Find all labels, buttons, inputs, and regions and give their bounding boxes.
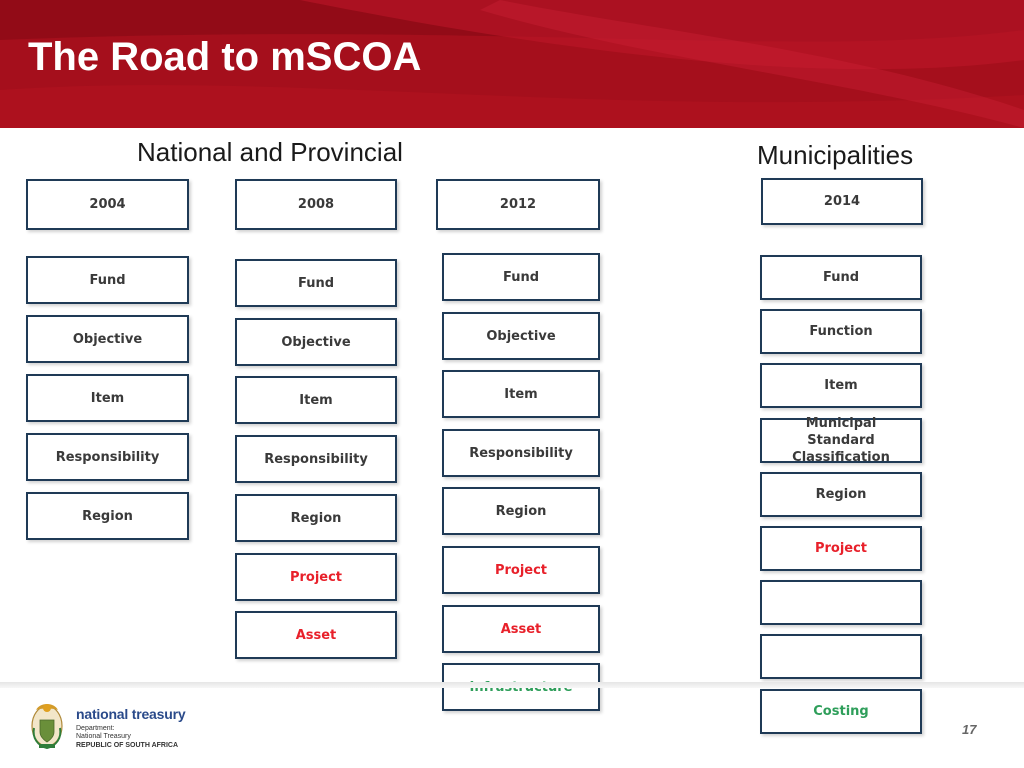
segment-box-2014-municipal-standard-classification: Municipal Standard Classification <box>760 418 922 463</box>
group-label-national: National and Provincial <box>137 137 403 167</box>
title-banner <box>0 0 1024 128</box>
segment-box-2014-region: Region <box>760 472 922 517</box>
segment-box-2004-region: Region <box>26 492 189 540</box>
segment-box-2004-objective: Objective <box>26 315 189 363</box>
page-title: The Road to mSCOA <box>28 35 422 79</box>
segment-box-2012-item: Item <box>442 370 600 418</box>
segment-box-2014-costing: Costing <box>760 689 922 734</box>
segment-box-2012-project: Project <box>442 546 600 594</box>
logo-treasury: National Treasury <box>76 733 131 740</box>
segment-box-2008-objective: Objective <box>235 318 397 366</box>
logo-name: national treasury <box>76 706 186 722</box>
logo-republic: REPUBLIC OF SOUTH AFRICA <box>76 742 179 749</box>
segment-box-2014-project: Project <box>760 526 922 571</box>
year-box-2014: 2014 <box>761 178 923 225</box>
segment-box-2008-item: Item <box>235 376 397 424</box>
segment-box-2008-responsibility: Responsibility <box>235 435 397 483</box>
segment-box-2012-fund: Fund <box>442 253 600 301</box>
segment-box-2014-empty <box>760 634 922 679</box>
logo-text <box>76 706 185 750</box>
segment-box-2012-region: Region <box>442 487 600 535</box>
year-box-2004: 2004 <box>26 179 189 230</box>
segment-box-2004-item: Item <box>26 374 189 422</box>
segment-box-2014-fund: Fund <box>760 255 922 300</box>
segment-box-2008-asset: Asset <box>235 611 397 659</box>
segment-box-2014-item: Item <box>760 363 922 408</box>
segment-box-2008-fund: Fund <box>235 259 397 307</box>
segment-box-2014-empty <box>760 580 922 625</box>
footer-divider <box>0 682 1024 688</box>
segment-box-2012-responsibility: Responsibility <box>442 429 600 477</box>
year-box-2012: 2012 <box>436 179 600 230</box>
page-number: 17 <box>962 722 977 737</box>
segment-box-2012-asset: Asset <box>442 605 600 653</box>
segment-box-2008-project: Project <box>235 553 397 601</box>
year-box-2008: 2008 <box>235 179 397 230</box>
group-label-municipal: Municipalities <box>757 140 914 170</box>
logo-department: Department: <box>76 725 115 732</box>
segment-box-2014-function: Function <box>760 309 922 354</box>
segment-box-2008-region: Region <box>235 494 397 542</box>
segment-box-2004-fund: Fund <box>26 256 189 304</box>
segment-box-2012-objective: Objective <box>442 312 600 360</box>
segment-box-2004-responsibility: Responsibility <box>26 433 189 481</box>
